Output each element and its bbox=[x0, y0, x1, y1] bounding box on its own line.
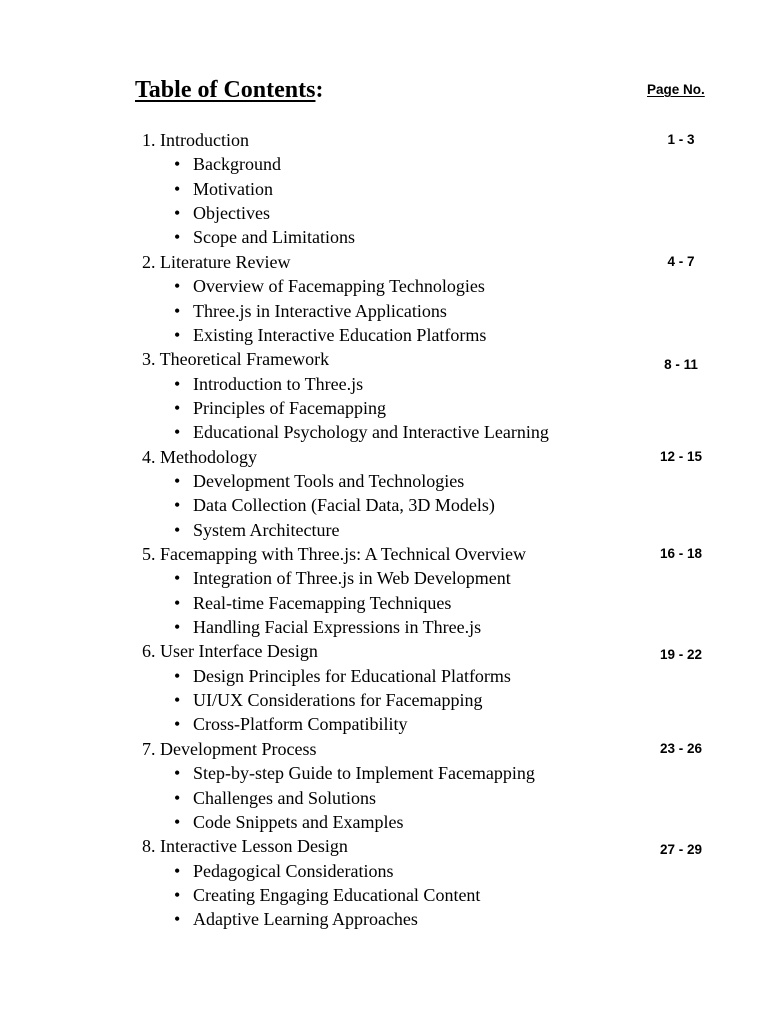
toc-subsection-label: Existing Interactive Education Platforms bbox=[193, 324, 487, 345]
toc-subsection bbox=[174, 859, 393, 883]
bullet-icon: • bbox=[174, 422, 181, 443]
toc-section: 1. Introduction bbox=[142, 130, 249, 150]
toc-subsection-label: Integration of Three.js in Web Development bbox=[193, 568, 511, 589]
bullet-icon: • bbox=[174, 470, 181, 491]
bullet-icon: • bbox=[174, 324, 181, 345]
toc-subsection-label: Three.js in Interactive Applications bbox=[193, 300, 447, 321]
toc-subsection bbox=[174, 566, 511, 590]
bullet-icon: • bbox=[174, 665, 181, 686]
toc-section: 7. Development Process bbox=[142, 738, 317, 759]
bullet-icon: • bbox=[174, 568, 181, 589]
toc-subsection bbox=[174, 761, 535, 785]
toc-subsection-label: Objectives bbox=[193, 203, 270, 224]
toc-subsection-label: Cross-Platform Compatibility bbox=[193, 714, 408, 735]
toc-subsection bbox=[174, 786, 376, 810]
toc-page-range: 8 - 11 bbox=[664, 357, 698, 373]
toc-subsection-label: Introduction to Three.js bbox=[193, 373, 364, 394]
toc-subsection-label: UI/UX Considerations for Facemapping bbox=[193, 690, 483, 711]
toc-subsection bbox=[174, 469, 464, 493]
bullet-icon: • bbox=[174, 884, 181, 905]
toc-subsection bbox=[174, 396, 386, 420]
toc-title-text: Table of Contents bbox=[135, 77, 316, 103]
toc-subsection bbox=[174, 372, 363, 396]
toc-subsection bbox=[174, 907, 418, 931]
toc-subsection-label: Step-by-step Guide to Implement Facemapping bbox=[193, 763, 535, 784]
toc-subsection bbox=[174, 274, 485, 298]
toc-subsection-label: Creating Engaging Educational Content bbox=[193, 884, 481, 905]
toc-subsection bbox=[174, 518, 339, 542]
toc-subsection-label: Challenges and Solutions bbox=[193, 787, 376, 808]
toc-subsection bbox=[174, 688, 482, 712]
toc-subsection bbox=[174, 615, 481, 639]
toc-subsection-label: Real-time Facemapping Techniques bbox=[193, 592, 452, 613]
toc-subsection bbox=[174, 299, 447, 323]
toc-page-range: 19 - 22 bbox=[659, 647, 703, 663]
bullet-icon: • bbox=[174, 714, 181, 735]
toc-title-colon: : bbox=[315, 77, 324, 103]
toc-subsection-label: Code Snippets and Examples bbox=[193, 811, 404, 832]
toc-subsection-label: Pedagogical Considerations bbox=[193, 860, 394, 881]
toc-section: 3. Theoretical Framework bbox=[142, 349, 330, 370]
toc-subsection bbox=[174, 883, 480, 907]
toc-subsection-label: Design Principles for Educational Platforms bbox=[193, 665, 511, 686]
toc-subsection-label: Educational Psychology and Interactive Learning bbox=[193, 422, 549, 443]
bullet-icon: • bbox=[174, 860, 181, 881]
toc-subsection bbox=[174, 323, 486, 347]
toc-section: 4. Methodology bbox=[142, 446, 257, 467]
toc-subsection-label: Data Collection (Facial Data, 3D Models) bbox=[193, 495, 495, 516]
toc-subsection bbox=[174, 420, 549, 444]
bullet-icon: • bbox=[174, 787, 181, 808]
toc-subsection bbox=[174, 493, 495, 517]
bullet-icon: • bbox=[174, 909, 181, 930]
toc-subsection bbox=[174, 152, 281, 176]
toc-subsection bbox=[174, 591, 451, 615]
toc-subsection-label: Development Tools and Technologies bbox=[193, 470, 465, 491]
toc-page-range: 23 - 26 bbox=[659, 740, 703, 756]
toc-subsection bbox=[174, 177, 273, 201]
toc-page-range: 1 - 3 bbox=[667, 132, 695, 147]
bullet-icon: • bbox=[174, 397, 181, 418]
toc-subsection bbox=[174, 712, 408, 736]
toc-subsection-label: System Architecture bbox=[193, 519, 340, 540]
bullet-icon: • bbox=[174, 811, 181, 832]
toc-subsection bbox=[174, 201, 270, 225]
toc-subsection-label: Motivation bbox=[193, 178, 273, 199]
bullet-icon: • bbox=[174, 276, 181, 297]
bullet-icon: • bbox=[174, 617, 181, 637]
toc-page-range: 16 - 18 bbox=[659, 546, 703, 561]
bullet-icon: • bbox=[174, 519, 181, 540]
toc-subsection-label: Overview of Facemapping Technologies bbox=[193, 276, 485, 297]
toc-subsection bbox=[174, 225, 355, 249]
bullet-icon: • bbox=[174, 203, 181, 224]
toc-subsection bbox=[174, 664, 511, 688]
bullet-icon: • bbox=[174, 592, 181, 613]
bullet-icon: • bbox=[174, 178, 181, 199]
toc-subsection-label: Adaptive Learning Approaches bbox=[193, 909, 418, 930]
toc-subsection bbox=[174, 810, 403, 834]
bullet-icon: • bbox=[174, 495, 181, 516]
toc-section: 8. Interactive Lesson Design bbox=[142, 836, 348, 857]
bullet-icon: • bbox=[174, 690, 181, 711]
toc-section: 2. Literature Review bbox=[142, 251, 291, 272]
page-number-header: Page No. bbox=[647, 82, 705, 97]
bullet-icon: • bbox=[174, 154, 181, 175]
toc-subsection-label: Background bbox=[193, 154, 281, 175]
bullet-icon: • bbox=[174, 227, 181, 248]
bullet-icon: • bbox=[174, 763, 181, 784]
toc-section: 6. User Interface Design bbox=[142, 641, 318, 662]
toc-section: 5. Facemapping with Three.js: A Technical Overview bbox=[142, 544, 526, 564]
toc-subsection-label: Handling Facial Expressions in Three.js bbox=[193, 617, 482, 637]
bullet-icon: • bbox=[174, 300, 181, 321]
toc-page-range: 12 - 15 bbox=[659, 448, 703, 464]
toc-page-range: 27 - 29 bbox=[659, 842, 703, 858]
bullet-icon: • bbox=[174, 373, 181, 394]
toc-subsection-label: Principles of Facemapping bbox=[193, 397, 386, 418]
toc-page-range: 4 - 7 bbox=[667, 253, 695, 269]
toc-subsection-label: Scope and Limitations bbox=[193, 227, 355, 248]
